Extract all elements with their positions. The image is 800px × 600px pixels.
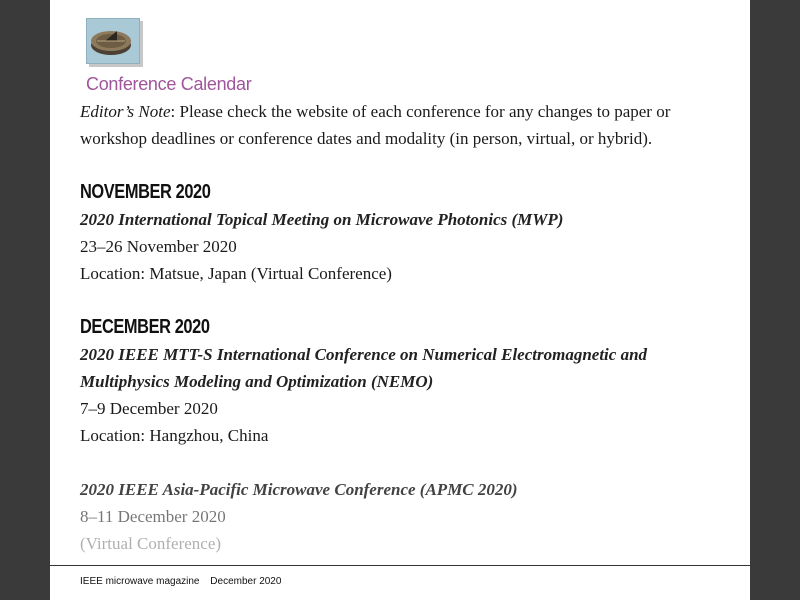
editors-note-label: Editor’s Note — [80, 102, 171, 121]
conference-location-apmc: (Virtual Conference) — [80, 534, 222, 553]
page-footer — [80, 576, 281, 587]
footer-magazine-name: IEEE microwave magazine — [80, 576, 200, 587]
footer-divider — [50, 565, 750, 566]
magazine-page — [50, 0, 750, 600]
conference-title-mwp: 2020 International Topical Meeting on Microwave Photonics (MWP) — [80, 210, 564, 229]
conference-dates-mwp: 23–26 November 2020 — [80, 237, 237, 256]
sundial-icon — [86, 18, 140, 64]
editors-note-text: : Please check the website of each conference for any changes to paper or workshop deadlines or conference dates and modality (in person, virtual, or hybrid). — [80, 102, 671, 148]
footer-issue-date: December 2020 — [210, 576, 282, 587]
month-heading-november: NOVEMBER 2020 — [80, 181, 211, 203]
conference-title-apmc: 2020 IEEE Asia-Pacific Microwave Conference (APMC 2020) — [80, 480, 518, 499]
conference-title-nemo-line2: Multiphysics Modeling and Optimization (NEMO) — [80, 372, 434, 391]
conference-location-mwp: Location: Matsue, Japan (Virtual Conference) — [80, 264, 392, 283]
conference-title-nemo-line1: 2020 IEEE MTT-S International Conference on Numerical Electromagnetic and — [80, 345, 648, 364]
section-title: Conference Calendar — [86, 74, 252, 94]
editors-note — [80, 98, 730, 152]
conference-dates-apmc: 8–11 December 2020 — [80, 507, 226, 526]
month-heading-december: DECEMBER 2020 — [80, 316, 210, 338]
conference-dates-nemo: 7–9 December 2020 — [80, 399, 218, 418]
calendar-content — [80, 98, 730, 557]
conference-location-nemo: Location: Hangzhou, China — [80, 426, 269, 445]
